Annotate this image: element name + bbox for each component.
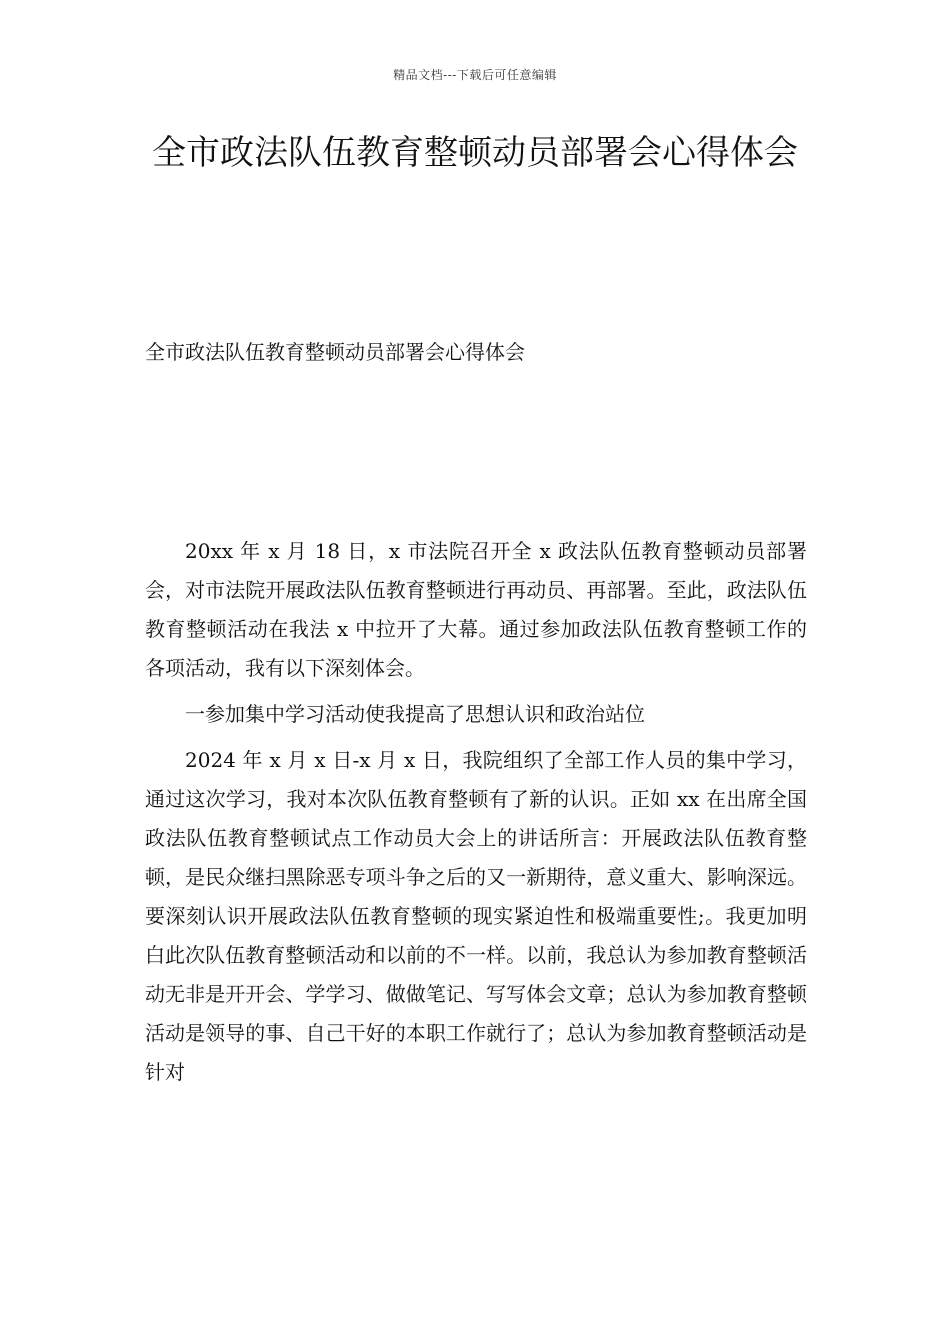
document-subtitle: 全市政法队伍教育整顿动员部署会心得体会 bbox=[145, 340, 525, 364]
body-paragraph: 20xx 年 x 月 18 日，x 市法院召开全 x 政法队伍教育整顿动员部署会，对市法院开展政法队伍教育整顿进行再动员、再部署。至此，政法队伍教育整顿活动在我法 x 中拉开了大幕。通过参加政法队伍教育整顿工作的各项活动，我有以下深刻体会。 bbox=[145, 539, 807, 680]
document-title: 全市政法队伍教育整顿动员部署会心得体会 bbox=[152, 133, 798, 173]
section-heading: 一参加集中学习活动使我提高了思想认识和政治站位 bbox=[185, 702, 645, 726]
body-paragraph: 2024 年 x 月 x 日-x 月 x 日，我院组织了全部工作人员的集中学习，通过这次学习，我对本次队伍教育整顿有了新的认识。正如 xx 在出席全国政法队伍教育整顿试点工作动员大会上的讲话所言：开展政法队伍教育整顿，是民众继扫黑除恶专项斗争之后的又一新期待，意义重大、影响深远。要深刻认识开展政法队伍教育整顿的现实紧迫性和极端重要性;。我更加明白此次队伍教育整顿活动和以前的不一样。以前，我总认为参加教育整顿活动无非是开开会、学学习、做做笔记、写写体会文章；总认为参加教育整顿活动是领导的事、自己干好的本职工作就行了；总认为参加教育整顿活动是针对 bbox=[145, 748, 807, 1084]
document-body bbox=[145, 532, 807, 1099]
header-note: 精品文档---下载后可任意编辑 bbox=[393, 68, 557, 82]
